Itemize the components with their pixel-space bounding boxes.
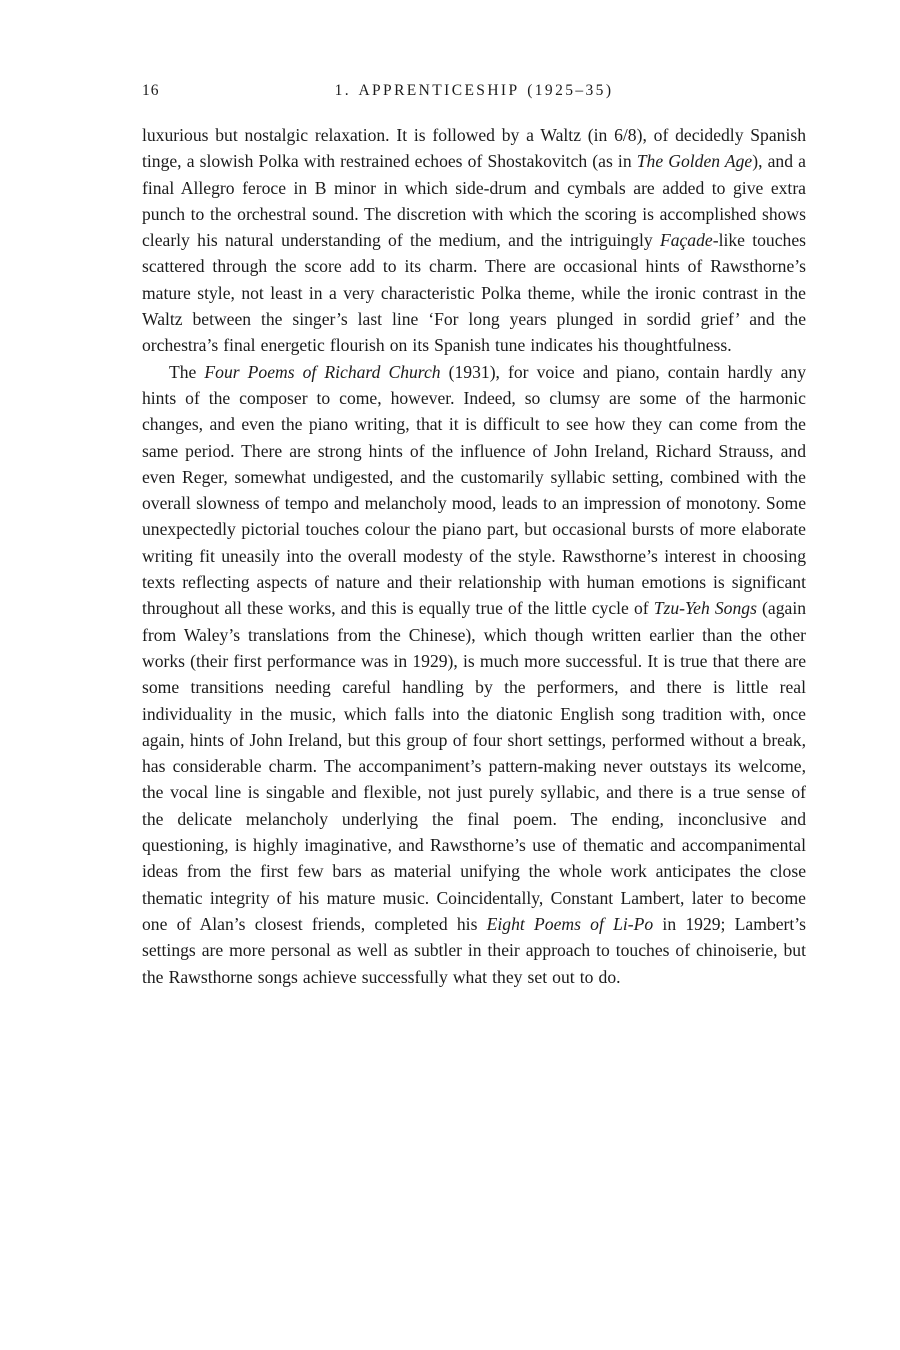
italic-text: Eight Poems of Li-Po xyxy=(486,913,654,934)
text-run: ), and a final Allegro feroce in B minor in which side-drum and cymbals are added to give extra punch to the orchestral sound. The discretion with which the scoring is accomplished shows clearly his natural understanding of the medium, and the intriguingly xyxy=(142,151,806,251)
page-number: 16 xyxy=(142,82,160,99)
text-run: luxurious but nostalgic relaxation. It is followed by a Waltz (in 6/8), of decidedly Spanish tinge, a slowish Polka with restrained echoes of Shostakovitch (as in xyxy=(142,125,806,172)
italic-text: Four Poems of Richard Church xyxy=(204,361,441,382)
text-run: (again from Waley’s translations from the Chinese), which though written earlier than the other works (their first performance was in 1929), is much more successful. It is true that there are some transitions needing careful handling by the performers, and there is little real individuality in the music, which falls into the diatonic English song tradition with, once again, hints of John Ireland, but this group of four short settings, performed without a break, has considerable charm. The accompaniment’s pattern-making never outstays its welcome, the vocal line is singable and flexible, not just purely syllabic, and there is a true sense of the delicate melancholy underlying the final poem. The ending, inconclusive and questioning, is highly imaginative, and Rawsthorne’s use of thematic and accompanimental ideas from the first few bars as material unifying the whole work anticipates the close thematic integrity of his mature music. Coincidentally, Constant Lambert, later to become one of Alan’s closest friends, completed his xyxy=(142,598,807,934)
text-run: (1931), for voice and piano, contain hardly any hints of the composer to come, however. Indeed, so clumsy are some of the harmonic changes, and even the piano writing, that it is difficult to see how they can come from the same period. There are strong hints of the influence of John Ireland, Richard Strauss, and even Reger, somewhat undigested, and the customarily syllabic setting, combined with the overall slowness of tempo and melancholy mood, leads to an impression of monotony. Some unexpectedly pictorial touches colour the piano part, but occasional bursts of more elaborate writing fit uneasily into the overall modesty of the style. Rawsthorne’s interest in choosing texts reflecting aspects of nature and their relationship with human emotions is significant throughout all these works, and this is equally true of the little cycle of xyxy=(142,361,806,619)
body-text xyxy=(142,122,806,990)
italic-text: Tzu-Yeh Songs xyxy=(653,598,757,619)
page-content xyxy=(142,82,806,990)
text-run: -like touches scattered through the score add to its charm. There are occasional hints of Rawsthorne’s mature style, not least in a very characteristic Polka theme, while the ironic contrast in the Waltz between the singer’s last line ‘For long years plunged in sordid grief’ and the orchestra’s final energetic flourish on its Spanish tune indicates his thoughtfulness. xyxy=(142,230,806,356)
paragraph xyxy=(142,359,806,990)
paragraph xyxy=(142,122,806,359)
text-run: in 1929; Lambert’s settings are more personal as well as subtler in their approach to touches of chinoiserie, but the Rawsthorne songs achieve successfully what they set out to do. xyxy=(142,913,807,987)
italic-text: The Golden Age xyxy=(636,151,753,172)
italic-text: Façade xyxy=(659,230,713,251)
text-run: The xyxy=(169,361,205,382)
running-header xyxy=(142,82,806,108)
chapter-title: 1. APPRENTICESHIP (1925–35) xyxy=(334,82,614,99)
